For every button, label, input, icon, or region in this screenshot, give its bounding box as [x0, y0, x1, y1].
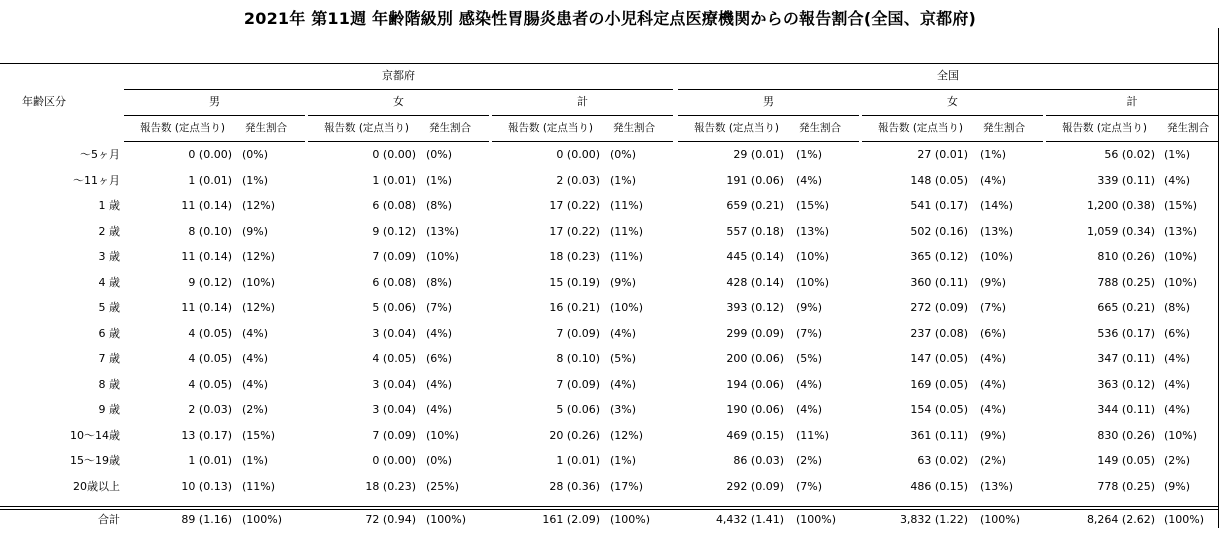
total-count-cell: 4,432 (1.41): [715, 513, 784, 526]
age-label: ～5ヶ月: [80, 148, 120, 161]
total-rate-cell: (100%): [610, 513, 651, 526]
sex-underline: [124, 115, 305, 116]
age-label: 1 歳: [98, 199, 120, 212]
count-cell: 272 (0.09): [910, 301, 968, 314]
rate-cell: (4%): [610, 326, 637, 340]
count-cell: 659 (0.21): [726, 199, 784, 212]
rate-cell: (4%): [980, 173, 1007, 187]
rate-cell: (4%): [1164, 377, 1191, 391]
rate-cell: (9%): [1164, 479, 1191, 493]
total-rate-cell: (100%): [796, 513, 837, 526]
count-cell: 365 (0.12): [910, 250, 968, 263]
count-cell: 0 (0.00): [372, 148, 416, 161]
age-label: 2 歳: [98, 224, 120, 238]
rate-cell: (1%): [980, 148, 1007, 161]
rate-cell: (12%): [242, 250, 276, 263]
total-label: 合計: [98, 513, 120, 526]
sex-header: 計: [577, 95, 588, 108]
rate-cell: (10%): [426, 428, 460, 442]
count-cell: 237 (0.08): [910, 326, 968, 340]
table-top-border: [0, 63, 1218, 64]
count-cell: 810 (0.26): [1097, 250, 1155, 263]
count-cell: 4 (0.05): [188, 352, 232, 365]
sex-underline: [1046, 115, 1218, 116]
rate-cell: (8%): [1164, 301, 1191, 314]
count-cell: 7 (0.09): [372, 250, 416, 263]
count-cell: 536 (0.17): [1097, 326, 1155, 340]
rate-cell: (7%): [796, 326, 823, 340]
total-rate-cell: (100%): [242, 513, 283, 526]
age-label: 5 歳: [98, 301, 120, 314]
rate-cell: (4%): [610, 377, 637, 391]
count-cell: 7 (0.09): [372, 428, 416, 442]
count-cell: 9 (0.12): [372, 224, 416, 238]
rate-cell: (2%): [1164, 454, 1191, 467]
count-cell: 149 (0.05): [1097, 454, 1155, 467]
rate-cell: (13%): [1164, 224, 1198, 238]
rate-cell: (9%): [796, 301, 823, 314]
rate-cell: (5%): [610, 352, 637, 365]
region-header: 京都府: [382, 69, 415, 82]
rate-subheader: 発生割合: [983, 122, 1025, 134]
count-cell: 361 (0.11): [910, 428, 968, 442]
age-label: 8 歳: [98, 377, 120, 391]
rate-cell: (4%): [242, 377, 269, 391]
count-cell: 360 (0.11): [910, 275, 968, 289]
total-separator-top: [0, 506, 1218, 507]
rate-cell: (7%): [980, 301, 1007, 314]
rate-cell: (9%): [980, 275, 1007, 289]
count-cell: 147 (0.05): [910, 352, 968, 365]
count-cell: 8 (0.10): [556, 352, 600, 365]
age-column-header: 年齢区分: [22, 95, 66, 108]
count-cell: 2 (0.03): [188, 403, 232, 416]
count-cell: 20 (0.26): [549, 428, 600, 442]
rate-cell: (10%): [796, 275, 830, 289]
rate-cell: (0%): [610, 148, 637, 161]
rate-cell: (0%): [242, 148, 269, 161]
rate-cell: (4%): [426, 377, 453, 391]
count-cell: 27 (0.01): [917, 148, 968, 161]
rate-cell: (2%): [242, 403, 269, 416]
rate-cell: (4%): [242, 352, 269, 365]
count-cell: 0 (0.00): [556, 148, 600, 161]
count-subheader: 報告数 (定点当り): [508, 122, 594, 134]
rate-cell: (4%): [980, 377, 1007, 391]
rate-cell: (1%): [426, 173, 453, 187]
sex-underline: [492, 115, 673, 116]
rate-cell: (25%): [426, 479, 460, 493]
count-cell: 7 (0.09): [556, 377, 600, 391]
rate-cell: (10%): [610, 301, 644, 314]
count-cell: 1,059 (0.34): [1086, 224, 1155, 238]
count-cell: 63 (0.02): [917, 454, 968, 467]
count-cell: 11 (0.14): [181, 199, 232, 212]
rate-cell: (2%): [796, 454, 823, 467]
count-cell: 1,200 (0.38): [1086, 199, 1155, 212]
rate-cell: (14%): [980, 199, 1014, 212]
count-cell: 3 (0.04): [372, 326, 416, 340]
count-cell: 665 (0.21): [1097, 301, 1155, 314]
count-cell: 778 (0.25): [1097, 479, 1155, 493]
table-right-border: [1218, 28, 1219, 528]
count-cell: 445 (0.14): [726, 250, 784, 263]
rate-cell: (11%): [242, 479, 276, 493]
sex-header: 女: [393, 95, 404, 108]
rate-cell: (11%): [610, 224, 644, 238]
count-cell: 4 (0.05): [372, 352, 416, 365]
rate-cell: (1%): [610, 173, 637, 187]
age-label: 10～14歳: [70, 428, 120, 442]
count-cell: 1 (0.01): [188, 173, 232, 187]
rate-subheader: 発生割合: [799, 122, 841, 134]
rate-cell: (12%): [242, 199, 276, 212]
age-label: 20歳以上: [73, 479, 120, 493]
subheader-underline: [862, 141, 1043, 142]
total-count-cell: 3,832 (1.22): [899, 513, 968, 526]
count-cell: 486 (0.15): [910, 479, 968, 493]
sex-header: 女: [947, 95, 958, 108]
count-cell: 2 (0.03): [556, 173, 600, 187]
count-cell: 1 (0.01): [556, 454, 600, 467]
count-cell: 469 (0.15): [726, 428, 784, 442]
total-count-cell: 161 (2.09): [542, 513, 600, 526]
count-cell: 830 (0.26): [1097, 428, 1155, 442]
count-cell: 541 (0.17): [910, 199, 968, 212]
rate-cell: (7%): [426, 301, 453, 314]
rate-subheader: 発生割合: [245, 122, 287, 134]
count-cell: 788 (0.25): [1097, 275, 1155, 289]
rate-cell: (9%): [980, 428, 1007, 442]
count-cell: 1 (0.01): [188, 454, 232, 467]
rate-cell: (1%): [610, 454, 637, 467]
sex-underline: [678, 115, 859, 116]
rate-cell: (4%): [1164, 352, 1191, 365]
age-label: 3 歳: [98, 250, 120, 263]
count-subheader: 報告数 (定点当り): [140, 122, 226, 134]
count-cell: 4 (0.05): [188, 377, 232, 391]
rate-cell: (12%): [242, 301, 276, 314]
count-cell: 28 (0.36): [549, 479, 600, 493]
rate-cell: (10%): [796, 250, 830, 263]
rate-cell: (11%): [610, 250, 644, 263]
subheader-underline: [678, 141, 859, 142]
count-cell: 169 (0.05): [910, 377, 968, 391]
total-rate-cell: (100%): [980, 513, 1021, 526]
rate-cell: (12%): [610, 428, 644, 442]
count-cell: 154 (0.05): [910, 403, 968, 416]
count-subheader: 報告数 (定点当り): [1062, 122, 1148, 134]
rate-cell: (4%): [242, 326, 269, 340]
subheader-underline: [308, 141, 489, 142]
sex-header: 男: [763, 95, 774, 108]
count-cell: 56 (0.02): [1104, 148, 1155, 161]
count-cell: 299 (0.09): [726, 326, 784, 340]
rate-cell: (8%): [426, 199, 453, 212]
count-cell: 200 (0.06): [726, 352, 784, 365]
rate-cell: (11%): [796, 428, 830, 442]
count-cell: 292 (0.09): [726, 479, 784, 493]
rate-cell: (6%): [980, 326, 1007, 340]
rate-cell: (10%): [242, 275, 276, 289]
count-subheader: 報告数 (定点当り): [878, 122, 964, 134]
count-cell: 347 (0.11): [1097, 352, 1155, 365]
rate-cell: (11%): [610, 199, 644, 212]
rate-cell: (4%): [796, 377, 823, 391]
count-subheader: 報告数 (定点当り): [324, 122, 410, 134]
age-label: 9 歳: [98, 403, 120, 416]
age-label: ～11ヶ月: [73, 173, 120, 187]
total-rate-cell: (100%): [1164, 513, 1205, 526]
count-cell: 11 (0.14): [181, 301, 232, 314]
subheader-underline: [1046, 141, 1218, 142]
count-cell: 8 (0.10): [188, 224, 232, 238]
rate-cell: (4%): [796, 403, 823, 416]
count-cell: 5 (0.06): [556, 403, 600, 416]
count-cell: 13 (0.17): [181, 428, 232, 442]
rate-cell: (7%): [796, 479, 823, 493]
count-cell: 16 (0.21): [549, 301, 600, 314]
region-header: 全国: [937, 69, 959, 82]
rate-cell: (4%): [426, 326, 453, 340]
rate-cell: (4%): [1164, 403, 1191, 416]
rate-cell: (15%): [242, 428, 276, 442]
count-subheader: 報告数 (定点当り): [694, 122, 780, 134]
subheader-underline: [124, 141, 305, 142]
rate-subheader: 発生割合: [1167, 122, 1209, 134]
rate-cell: (9%): [242, 224, 269, 238]
rate-cell: (4%): [796, 173, 823, 187]
count-cell: 393 (0.12): [726, 301, 784, 314]
count-cell: 148 (0.05): [910, 173, 968, 187]
rate-cell: (10%): [1164, 250, 1198, 263]
count-cell: 194 (0.06): [726, 377, 784, 391]
count-cell: 1 (0.01): [372, 173, 416, 187]
count-cell: 339 (0.11): [1097, 173, 1155, 187]
rate-cell: (17%): [610, 479, 644, 493]
total-count-cell: 8,264 (2.62): [1086, 513, 1155, 526]
count-cell: 6 (0.08): [372, 275, 416, 289]
rate-cell: (13%): [980, 224, 1014, 238]
count-cell: 29 (0.01): [733, 148, 784, 161]
rate-cell: (10%): [1164, 428, 1198, 442]
rate-cell: (4%): [980, 352, 1007, 365]
count-cell: 7 (0.09): [556, 326, 600, 340]
count-cell: 86 (0.03): [733, 454, 784, 467]
count-cell: 10 (0.13): [181, 479, 232, 493]
rate-subheader: 発生割合: [613, 122, 655, 134]
count-cell: 9 (0.12): [188, 275, 232, 289]
count-cell: 502 (0.16): [910, 224, 968, 238]
count-cell: 0 (0.00): [188, 148, 232, 161]
total-count-cell: 72 (0.94): [365, 513, 416, 526]
count-cell: 3 (0.04): [372, 377, 416, 391]
rate-cell: (1%): [796, 148, 823, 161]
subheader-underline: [492, 141, 673, 142]
rate-cell: (1%): [1164, 148, 1191, 161]
sex-header: 男: [209, 95, 220, 108]
rate-cell: (10%): [1164, 275, 1198, 289]
rate-subheader: 発生割合: [429, 122, 471, 134]
count-cell: 0 (0.00): [372, 454, 416, 467]
rate-cell: (5%): [796, 352, 823, 365]
count-cell: 557 (0.18): [726, 224, 784, 238]
rate-cell: (1%): [242, 173, 269, 187]
rate-cell: (6%): [1164, 326, 1191, 340]
count-cell: 6 (0.08): [372, 199, 416, 212]
rate-cell: (4%): [426, 403, 453, 416]
rate-cell: (15%): [1164, 199, 1198, 212]
rate-cell: (6%): [426, 352, 453, 365]
count-cell: 428 (0.14): [726, 275, 784, 289]
rate-cell: (3%): [610, 403, 637, 416]
count-cell: 11 (0.14): [181, 250, 232, 263]
rate-cell: (10%): [426, 250, 460, 263]
count-cell: 17 (0.22): [549, 199, 600, 212]
age-label: 4 歳: [98, 275, 120, 289]
count-cell: 363 (0.12): [1097, 377, 1155, 391]
count-cell: 190 (0.06): [726, 403, 784, 416]
sex-header: 計: [1126, 95, 1138, 108]
count-cell: 18 (0.23): [549, 250, 600, 263]
total-count-cell: 89 (1.16): [181, 513, 232, 526]
rate-cell: (4%): [1164, 173, 1191, 187]
rate-cell: (8%): [426, 275, 453, 289]
count-cell: 191 (0.06): [726, 173, 784, 187]
age-label: 7 歳: [98, 352, 120, 365]
rate-cell: (0%): [426, 454, 453, 467]
rate-cell: (10%): [980, 250, 1014, 263]
rate-cell: (9%): [610, 275, 637, 289]
count-cell: 3 (0.04): [372, 403, 416, 416]
rate-cell: (1%): [242, 454, 269, 467]
sex-underline: [862, 115, 1043, 116]
age-label: 6 歳: [98, 326, 120, 340]
rate-cell: (15%): [796, 199, 830, 212]
page-title: 2021年 第11週 年齢階級別 感染性胃腸炎患者の小児科定点医療機関からの報告割合(全国、京都府): [243, 9, 977, 28]
count-cell: 18 (0.23): [365, 479, 416, 493]
rate-cell: (13%): [980, 479, 1014, 493]
count-cell: 17 (0.22): [549, 224, 600, 238]
age-label: 15～19歳: [70, 454, 120, 467]
region-underline: [124, 89, 673, 90]
count-cell: 15 (0.19): [549, 275, 600, 289]
rate-cell: (0%): [426, 148, 453, 161]
count-cell: 4 (0.05): [188, 326, 232, 340]
count-cell: 5 (0.06): [372, 301, 416, 314]
total-rate-cell: (100%): [426, 513, 467, 526]
sex-underline: [308, 115, 489, 116]
rate-cell: (4%): [980, 403, 1007, 416]
rate-cell: (13%): [796, 224, 830, 238]
rate-cell: (13%): [426, 224, 460, 238]
rate-cell: (2%): [980, 454, 1007, 467]
region-underline: [678, 89, 1218, 90]
count-cell: 344 (0.11): [1097, 403, 1155, 416]
